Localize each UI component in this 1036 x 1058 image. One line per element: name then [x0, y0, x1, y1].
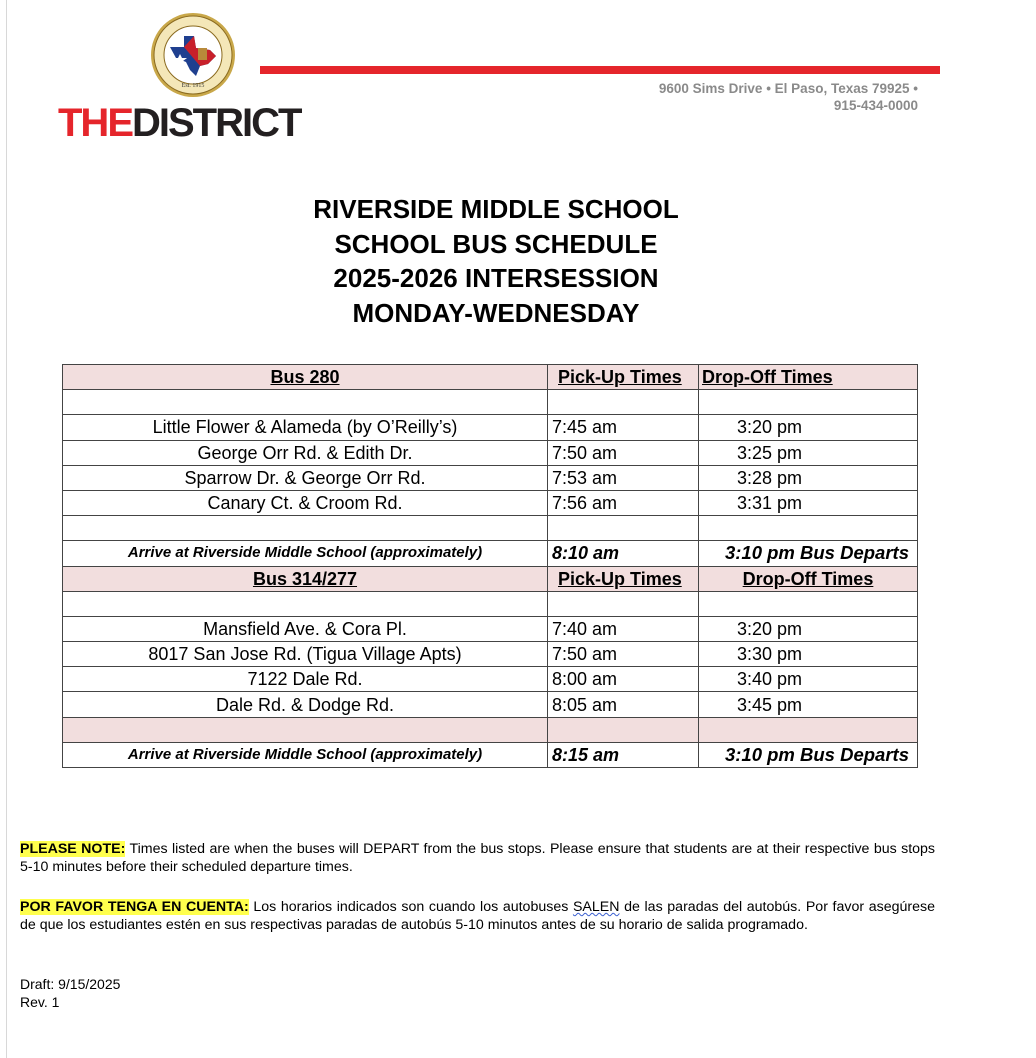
title-line-1: RIVERSIDE MIDDLE SCHOOL [313, 194, 679, 224]
page-edge [6, 0, 7, 1058]
pickup-time: 7:50 am [548, 440, 699, 465]
pickup-time: 7:56 am [548, 490, 699, 515]
table-row [63, 415, 918, 440]
title-line-4: MONDAY-WEDNESDAY [352, 297, 640, 328]
title-line-3: 2025-2026 INTERSESSION [333, 263, 659, 293]
dropoff-header: Drop-Off Times [699, 365, 918, 390]
bus-280-header-row [63, 365, 918, 390]
dropoff-time: 3:30 pm [699, 642, 918, 667]
svg-text:Est. 1915: Est. 1915 [181, 83, 205, 89]
empty-row [63, 390, 918, 415]
draft-date: Draft: 9/15/2025 [20, 976, 121, 992]
pickup-time: 8:00 am [548, 667, 699, 692]
dropoff-time: 3:20 pm [699, 616, 918, 641]
bus-314-277-name: Bus 314/277 [63, 566, 548, 591]
stop-name: Sparrow Dr. & George Orr Rd. [63, 465, 548, 490]
english-note [20, 840, 935, 876]
pickup-header: Pick-Up Times [548, 365, 699, 390]
arrival-time: 8:15 am [548, 742, 699, 767]
dropoff-time: 3:31 pm [699, 490, 918, 515]
address-line-1: 9600 Sims Drive • El Paso, Texas 79925 • [658, 81, 918, 96]
arrival-label: Arrive at Riverside Middle School (approximately) [63, 541, 548, 566]
dropoff-time: 3:20 pm [699, 415, 918, 440]
header-red-bar [260, 66, 940, 74]
arrival-row [63, 742, 918, 767]
district-seal-logo [150, 12, 236, 98]
district-address [659, 80, 918, 114]
spanish-note [20, 898, 935, 934]
stop-name: 8017 San Jose Rd. (Tigua Village Apts) [63, 642, 548, 667]
pickup-time: 8:05 am [548, 692, 699, 717]
stop-name: Canary Ct. & Croom Rd. [63, 490, 548, 515]
stop-name: George Orr Rd. & Edith Dr. [63, 440, 548, 465]
dropoff-header: Drop-Off Times [699, 566, 918, 591]
arrival-label: Arrive at Riverside Middle School (approximately) [63, 742, 548, 767]
table-row [63, 490, 918, 515]
brand-district: DISTRICT [132, 101, 301, 145]
table-row [63, 465, 918, 490]
revision: Rev. 1 [20, 994, 60, 1010]
pickup-time: 7:45 am [548, 415, 699, 440]
empty-row [63, 591, 918, 616]
dropoff-time: 3:28 pm [699, 465, 918, 490]
empty-row [63, 516, 918, 541]
stop-name: Dale Rd. & Dodge Rd. [63, 692, 548, 717]
pickup-time: 7:53 am [548, 465, 699, 490]
table-row [63, 440, 918, 465]
draft-info [20, 975, 120, 1011]
pickup-time: 7:50 am [548, 642, 699, 667]
arrival-time: 8:10 am [548, 541, 699, 566]
title-line-2: SCHOOL BUS SCHEDULE [334, 228, 658, 259]
table-row [63, 692, 918, 717]
arrival-row [63, 541, 918, 566]
stop-name: 7122 Dale Rd. [63, 667, 548, 692]
dropoff-time: 3:40 pm [699, 667, 918, 692]
stop-name: Little Flower & Alameda (by O’Reilly’s) [63, 415, 548, 440]
dropoff-time: 3:25 pm [699, 440, 918, 465]
table-row [63, 616, 918, 641]
brand-the: THE [58, 101, 132, 145]
pickup-header: Pick-Up Times [548, 566, 699, 591]
dropoff-time: 3:45 pm [699, 692, 918, 717]
departure-time: 3:10 pm Bus Departs [699, 541, 918, 566]
stop-name: Mansfield Ave. & Cora Pl. [63, 616, 548, 641]
bus-schedule-table [62, 364, 918, 768]
bus-280-name: Bus 280 [63, 365, 548, 390]
address-line-2: 915-434-0000 [833, 98, 918, 113]
departure-time: 3:10 pm Bus Departs [699, 742, 918, 767]
spanish-note-text-b: de las paradas del autobús. Por favor asegúrese de que los estudiantes estén en sus respectivas paradas de autobús 5-10 minutos antes de su horario de salida programado. [20, 899, 935, 933]
district-logo-wordmark [58, 100, 300, 146]
english-note-label: PLEASE NOTE: [20, 841, 126, 857]
bus-314-277-header-row [63, 566, 918, 591]
spanish-note-text-a: Los horarios indicados son cuando los autobuses [248, 899, 573, 915]
pickup-time: 7:40 am [548, 616, 699, 641]
empty-row [63, 717, 918, 742]
spanish-note-salen: SALEN [572, 899, 620, 915]
document-title [0, 192, 992, 330]
table-row [63, 667, 918, 692]
table-row [63, 642, 918, 667]
spanish-note-label: POR FAVOR TENGA EN CUENTA: [20, 899, 249, 915]
english-note-text: Times listed are when the buses will DEPART from the bus stops. Please ensure that students are at their respective bus stops 5-10 minutes before their scheduled departure times. [20, 841, 936, 875]
